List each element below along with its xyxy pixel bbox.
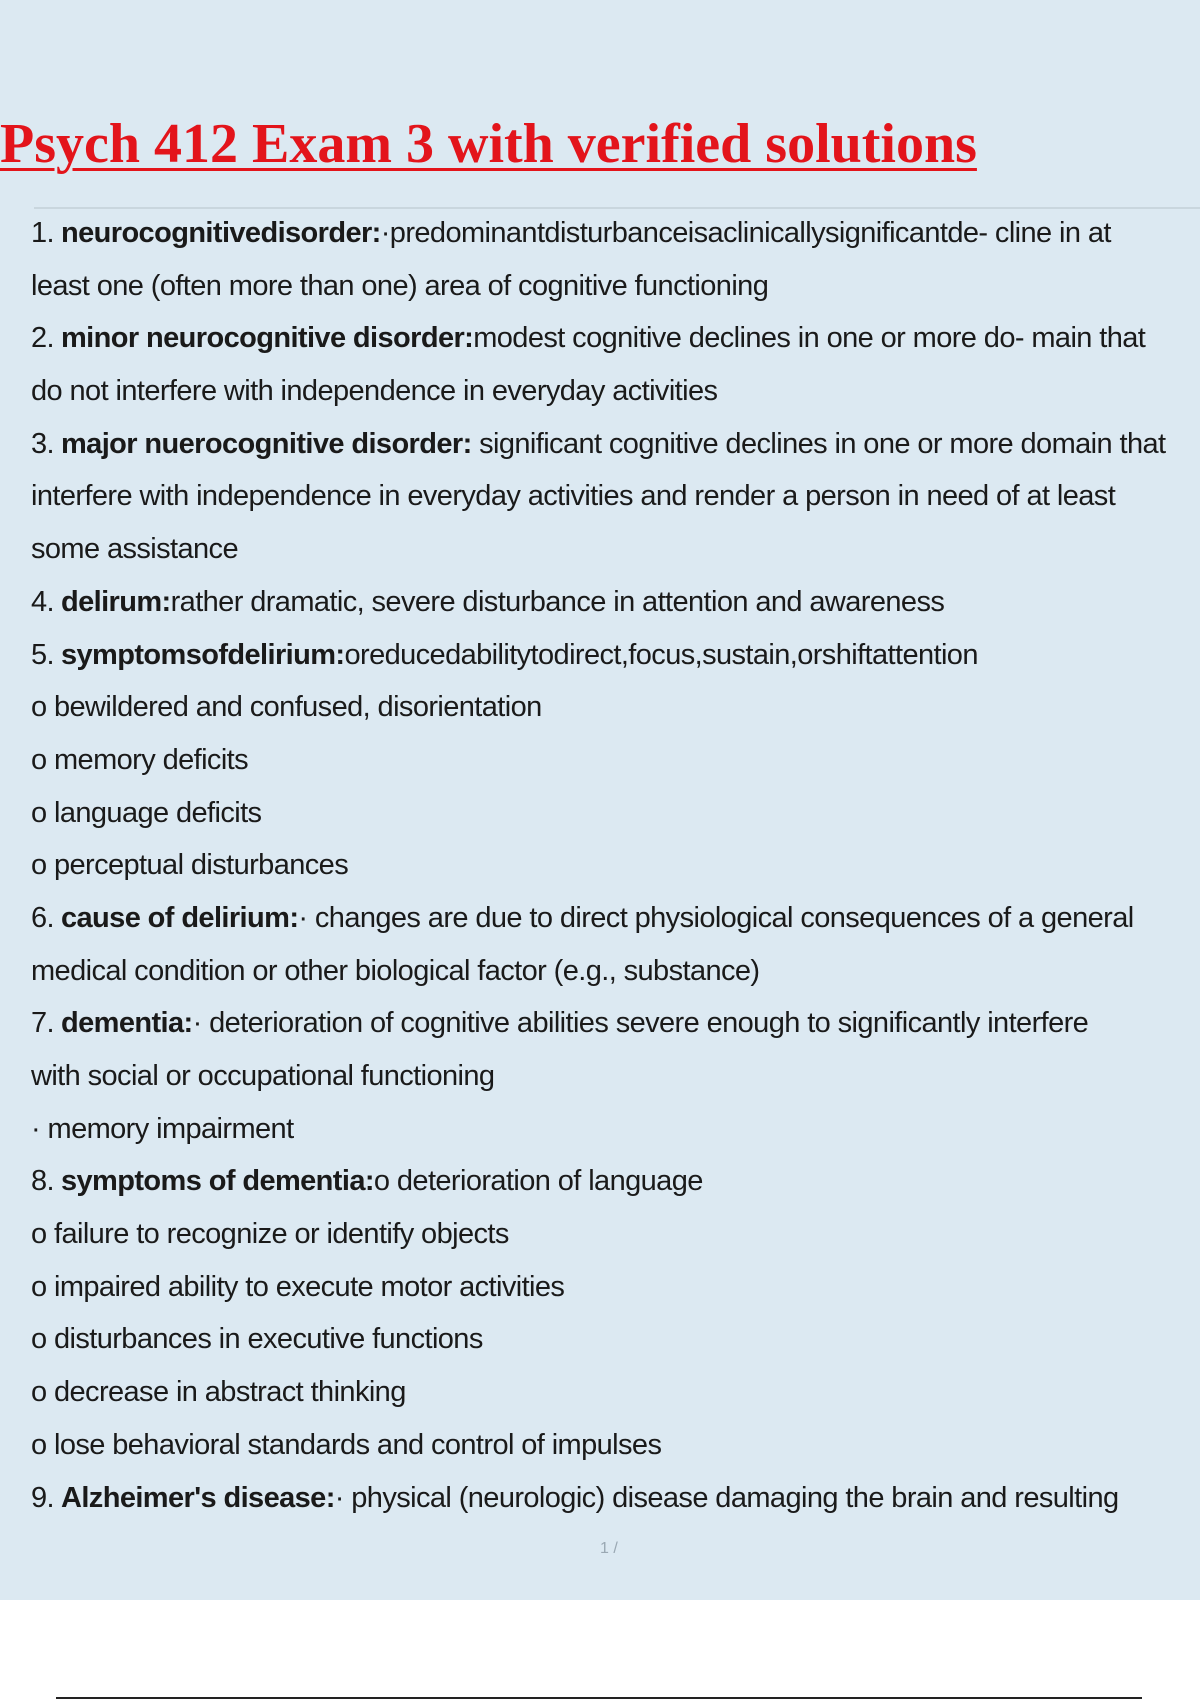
definition-text: o lose behavioral standards and control of impulses <box>31 1428 662 1461</box>
definition-text: least one (often more than one) area of cognitive functioning <box>31 269 769 302</box>
definition-text: o bewildered and confused, disorientation <box>31 691 542 724</box>
definition-text: · deterioration of cognitive abilities severe enough to significantly interfere <box>192 1007 1089 1040</box>
text-line <box>31 1419 1200 1472</box>
bottom-divider <box>56 1697 1142 1699</box>
definition-text: · memory impairment <box>31 1112 294 1145</box>
text-line <box>31 1208 1200 1261</box>
definition-text: with social or occupational functioning <box>31 1060 495 1092</box>
definition-text: ·predominantdisturbanceisaclinicallysignificantde- cline in at <box>380 217 1111 249</box>
definition-text: o perceptual disturbances <box>31 849 349 882</box>
definition-text: o deterioration of language <box>373 1165 703 1198</box>
text-line <box>31 1472 1200 1525</box>
definition-text: some assistance <box>31 533 238 566</box>
definition-text: o disturbances in executive functions <box>31 1323 483 1356</box>
definition-text: significant cognitive declines in one or more domain that <box>471 427 1166 460</box>
term-label: delirum: <box>61 585 171 618</box>
definition-text: interfere with independence in everyday activities and render a person in need of at least <box>31 480 1116 513</box>
text-line <box>31 470 1200 523</box>
term-label: symptomsofdelirium: <box>61 638 345 671</box>
definition-text: o language deficits <box>31 796 262 829</box>
definition-text: modest cognitive declines in one or more do- main that <box>473 322 1146 355</box>
term-label: major nuerocognitive disorder: <box>61 427 472 460</box>
definition-text: o failure to recognize or identify objects <box>31 1218 509 1251</box>
text-line <box>31 312 1200 365</box>
item-number: 2. <box>31 322 54 355</box>
item-number: 4. <box>31 585 54 618</box>
term-label: Alzheimer's disease: <box>61 1481 335 1514</box>
text-line <box>31 839 1200 892</box>
definition-text: rather dramatic, severe disturbance in attention and awareness <box>170 585 945 618</box>
term-label: neurocognitivedisorder: <box>61 217 381 249</box>
text-line <box>31 1313 1200 1366</box>
text-line <box>31 1261 1200 1314</box>
definition-text: o memory deficits <box>31 743 249 776</box>
text-line <box>31 997 1200 1050</box>
document-body <box>31 207 1200 1524</box>
item-number: 5. <box>31 638 54 671</box>
text-line <box>31 576 1200 629</box>
definition-text: · changes are due to direct physiological consequences of a general <box>298 901 1134 934</box>
text-line <box>31 207 1200 260</box>
item-number: 6. <box>31 901 54 934</box>
item-number: 1. <box>31 217 54 249</box>
text-line <box>31 1050 1200 1103</box>
text-line <box>31 734 1200 787</box>
text-line <box>31 260 1200 313</box>
page-number: 1 / <box>600 1540 618 1557</box>
item-number: 7. <box>31 1007 54 1040</box>
document-title: Psych 412 Exam 3 with verified solutions <box>0 113 977 175</box>
text-line <box>31 523 1200 576</box>
term-label: cause of delirium: <box>61 901 299 934</box>
definition-text: medical condition or other biological factor (e.g., substance) <box>31 954 760 987</box>
text-line <box>31 892 1200 945</box>
text-line <box>31 945 1200 998</box>
term-label: minor neurocognitive disorder: <box>61 322 474 355</box>
item-number: 9. <box>31 1481 54 1514</box>
text-line <box>31 1366 1200 1419</box>
text-line <box>31 1155 1200 1208</box>
text-line <box>31 1103 1200 1156</box>
definition-text: · physical (neurologic) disease damaging the brain and resulting <box>334 1481 1119 1514</box>
text-line <box>31 787 1200 840</box>
definition-text: do not interfere with independence in everyday activities <box>31 375 718 408</box>
item-number: 8. <box>31 1165 54 1198</box>
text-line <box>31 365 1200 418</box>
text-line <box>31 681 1200 734</box>
text-line <box>31 418 1200 471</box>
definition-text: oreducedabilitytodirect,focus,sustain,orshiftattention <box>344 638 978 671</box>
definition-text: o decrease in abstract thinking <box>31 1376 406 1409</box>
text-line <box>31 629 1200 682</box>
term-label: symptoms of dementia: <box>61 1165 374 1198</box>
item-number: 3. <box>31 427 54 460</box>
definition-text: o impaired ability to execute motor activities <box>31 1270 565 1303</box>
term-label: dementia: <box>61 1007 193 1040</box>
